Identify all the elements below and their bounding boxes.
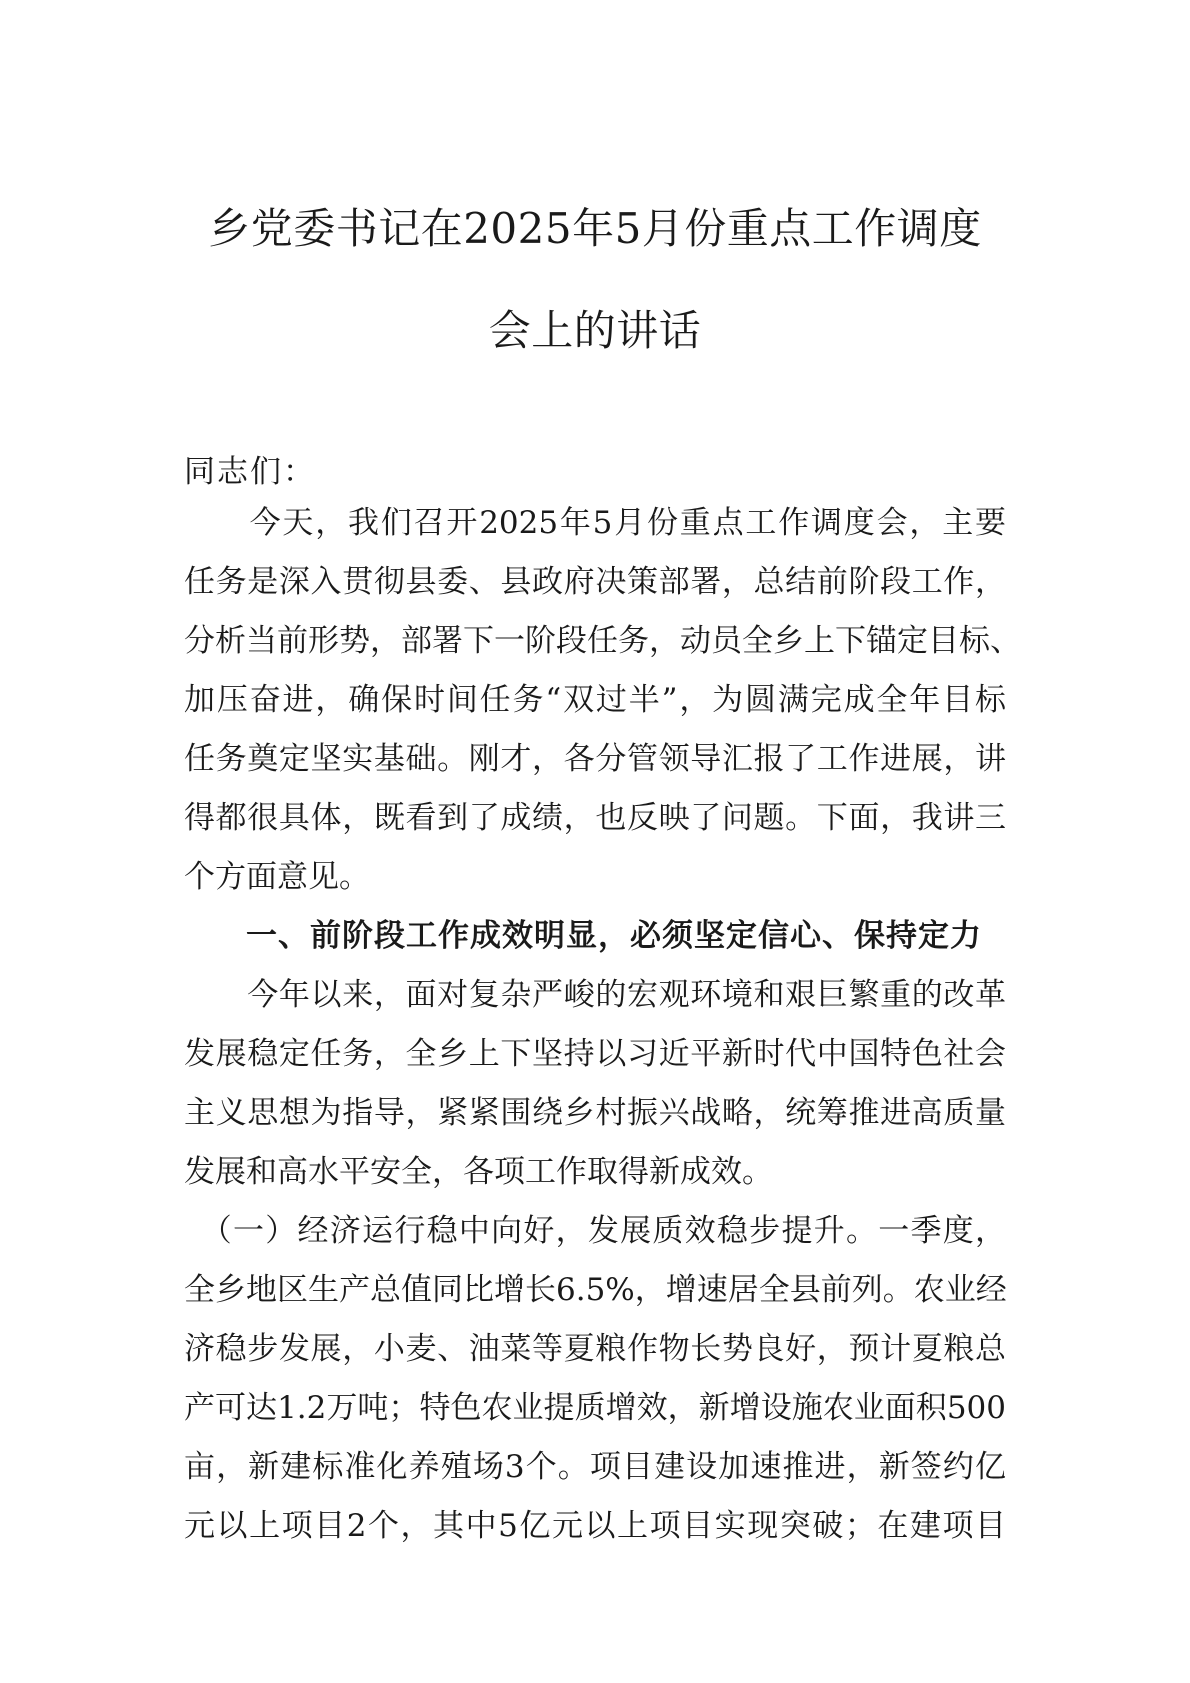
body-line: 发展稳定任务，全乡上下坚持以习近平新时代中国特色社会: [184, 1036, 1006, 1072]
body-line: 亩，新建标准化养殖场3个。项目建设加速推进，新签约亿: [184, 1449, 1006, 1485]
body-line: 任务是深入贯彻县委、县政府决策部署，总结前阶段工作，: [184, 564, 1006, 600]
body-line: 分析当前形势，部署下一阶段任务，动员全乡上下锚定目标、: [184, 623, 1021, 659]
body-line: 加压奋进，确保时间任务“双过半”，为圆满完成全年目标: [184, 682, 1006, 718]
section-heading: 一、前阶段工作成效明显，必须坚定信心、保持定力: [246, 918, 982, 954]
body-line: 产可达1.2万吨；特色农业提质增效，新增设施农业面积500: [184, 1390, 1006, 1426]
body-line: 任务奠定坚实基础。刚才，各分管领导汇报了工作进展，讲: [184, 741, 1006, 777]
body-line: 主义思想为指导，紧紧围绕乡村振兴战略，统筹推进高质量: [184, 1095, 1006, 1131]
document-body: [184, 494, 1021, 1556]
greeting: 同志们：: [184, 454, 316, 490]
body-line: 全乡地区生产总值同比增长6.5%，增速居全县前列。农业经: [184, 1272, 1007, 1308]
body-line: 得都很具体，既看到了成绩，也反映了问题。下面，我讲三: [184, 800, 1006, 836]
body-line: 发展和高水平安全，各项工作取得新成效。: [184, 1154, 773, 1190]
body-line: 元以上项目2个，其中5亿元以上项目实现突破；在建项目: [184, 1508, 1006, 1544]
body-line: 今年以来，面对复杂严峻的宏观环境和艰巨繁重的改革: [184, 977, 1006, 1013]
document-title-line-2: 会上的讲话: [488, 306, 702, 355]
body-line: 今天，我们召开2025年5月份重点工作调度会，主要: [184, 505, 1006, 541]
body-line: 济稳步发展，小麦、油菜等夏粮作物长势良好，预计夏粮总: [184, 1331, 1006, 1367]
body-line: 个方面意见。: [184, 859, 370, 895]
body-line: （一）经济运行稳中向好，发展质效稳步提升。一季度，: [184, 1213, 1006, 1249]
document-title-line-1: 乡党委书记在2025年5月份重点工作调度: [208, 204, 982, 253]
